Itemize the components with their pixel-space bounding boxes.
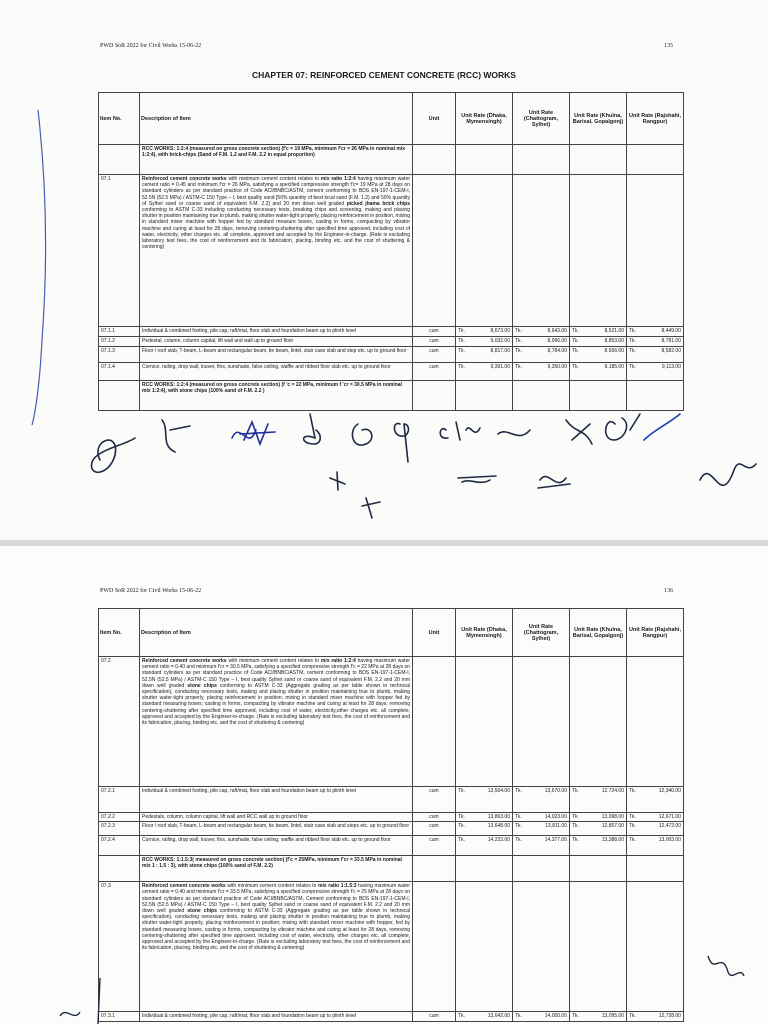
col-rate-khulna: Unit Rate (Khulna, Barisal, Gopalgonj) — [570, 609, 627, 657]
table-row — [99, 347, 684, 363]
rate-cell: 9,350.00 — [547, 364, 567, 370]
currency-label: Tk. — [515, 364, 522, 370]
currency-label: Tk. — [515, 328, 522, 334]
section-heading-row — [99, 856, 684, 882]
col-description: Description of Item — [140, 93, 413, 145]
currency-label: Tk. — [572, 788, 579, 794]
rate-cell: 8,996.00 — [547, 338, 567, 344]
rate-cell: 13,642.00 — [487, 1013, 510, 1020]
item-number: 07.3.1 — [99, 1012, 140, 1022]
section-heading: RCC WORKS: 1:2:4 (measured on gross concrete section) (f 'c = 22 MPa, minimum f 'cr = 30.5 MPa in nominal mix 1:2:4), with stone chips (100% sand of F.M. 2.2 ) — [140, 381, 413, 411]
currency-label: Tk. — [572, 348, 579, 354]
currency-label: Tk. — [629, 788, 636, 794]
currency-label: Tk. — [629, 338, 636, 344]
rate-cell: 8,656.00 — [604, 348, 624, 354]
currency-label: Tk. — [629, 1013, 636, 1020]
rate-cell: 13,670.00 — [544, 788, 567, 794]
currency-label: Tk. — [629, 837, 636, 844]
page-136 — [0, 546, 768, 1024]
rate-cell: 13,003.00 — [658, 837, 681, 844]
currency-label: Tk. — [458, 1013, 465, 1020]
rate-cell: 8,582.00 — [661, 348, 681, 354]
item-number: 07.1.4 — [99, 363, 140, 381]
rate-cell: 13,388.00 — [601, 837, 624, 844]
rate-cell: 9,391.00 — [490, 364, 510, 370]
currency-label: Tk. — [515, 1013, 522, 1020]
rate-cell: 8,673.00 — [490, 328, 510, 334]
rate-cell: 14,000.00 — [544, 1013, 567, 1020]
margin-pen-mark — [20, 100, 50, 430]
rate-cell: 12,340.00 — [658, 788, 681, 794]
table-row — [99, 657, 684, 787]
item-number: 07.2.4 — [99, 836, 140, 856]
item-number: 07.1.3 — [99, 347, 140, 363]
currency-label: Tk. — [458, 328, 465, 334]
rate-cell: 14,377.00 — [544, 837, 567, 844]
rate-cell: 14,223.00 — [487, 837, 510, 844]
item-number: 07.1 — [99, 175, 140, 327]
currency-label: Tk. — [572, 814, 579, 820]
currency-label: Tk. — [572, 837, 579, 844]
item-description: Floor / roof slab, T-beam, L-beam and rectangular beam, tie beam, lintel, stair case slab and steps etc. up to ground floor — [140, 822, 413, 836]
rate-cell: 13,811.00 — [545, 823, 567, 830]
table-row — [99, 175, 684, 327]
unit-cell: cum — [413, 363, 456, 381]
rate-cell: 13,095.00 — [601, 1013, 624, 1020]
page-number: 136 — [664, 588, 673, 594]
item-description: Cornice, railing, drop wall, louver, fins, sunshade, false ceiling, waffle and ribbed floor slab etc. up to ground floor — [140, 836, 413, 856]
item-number: 07.2.2 — [99, 813, 140, 822]
currency-label: Tk. — [515, 338, 522, 344]
currency-label: Tk. — [629, 364, 636, 370]
rate-cell: 9,032.00 — [490, 338, 510, 344]
currency-label: Tk. — [572, 1013, 579, 1020]
margin-pen-mark — [50, 976, 110, 1024]
rate-cell: 13,648.00 — [487, 823, 510, 830]
unit-cell: cum — [413, 337, 456, 347]
currency-label: Tk. — [515, 823, 522, 830]
rate-cell: 13,504.00 — [487, 788, 510, 794]
col-item-no: Item No. — [99, 93, 140, 145]
unit-cell: cum — [413, 787, 456, 813]
item-description: Reinforced cement concrete works with minimum cement content relates to mix ratio 1:2:4 having maximum water cement ratio = 0.45 and minimum f'cr = 26 MPa, satisfying a specified compressive strength f'c= 19 MPa at 28 days on standard cylinders as per standard practice of Code ACI/BNBC/ASTM, cement conforming to BDS EN-197-1-CEM-I, 52.5N (52.5 MPa) / ASTM-C 150 Type – I, best quality sand [50% quantity of best local sand (F.M. 1.2) and 50% quantity of Sylhet sand or coarse sand of equivalent F.M. 2.2] and 20 mm down well graded picked jhama brick chips conforming to ASTM C-33 including conducting necessary tests, breaking chips and screening, making and placing shutter in position maintaining true to plumb, making shutter water-tight properly, placing reinforcement in position, mixing in standard mixer machine with hopper fed by standard measure boxes, casting in forms, compacting by vibrator machine and curing at least for 28 days, removing centering-shuttering after specified time approved, including cost of water, electricity, other charges etc. all complete, approved and accepted by the Engineer-in-charge. (Rate is excluding laboratory test fees, the cost of reinforcement and its fabrication, placing, binding etc. and the cost of shuttering & centering) — [140, 175, 413, 327]
currency-label: Tk. — [458, 837, 465, 844]
item-description: Individual & combined footing, pile cap, raft/mat, floor slab and foundation beam up to plinth level — [140, 1012, 413, 1022]
currency-label: Tk. — [458, 788, 465, 794]
rate-cell: 9,185.00 — [604, 364, 624, 370]
rate-cell: 12,857.00 — [601, 823, 624, 830]
rate-cell: 8,449.00 — [661, 328, 681, 334]
handwritten-signatures — [0, 400, 768, 540]
table-row — [99, 787, 684, 813]
rate-cell: 8,781.00 — [661, 338, 681, 344]
rate-cell: 14,023.00 — [544, 814, 567, 820]
col-item-no: Item No. — [99, 609, 140, 657]
item-number: 07.3 — [99, 882, 140, 1012]
item-number: 07.2 — [99, 657, 140, 787]
currency-label: Tk. — [515, 788, 522, 794]
currency-label: Tk. — [572, 823, 579, 830]
rate-cell: 8,817.00 — [490, 348, 510, 354]
item-description: Reinforced cement concrete works with minimum cement content relates to mix ratio 1:1.5:3 having maximum water cement ratio = 0.40 and minimum f'cr = 33.5 MPa, satisfying a specified compressive strength f'c = 25 MPa at 28 days on standard cylinders as per standard practice of Code ACI/BNBC/ASTM, Cement conforming to BDS EN-197-1-CEM-I, 52.5N (52.5 MPa) / ASTM-C 150 Type – I, best quality Sylhet sand or coarse sand of equivalent F.M. 2.2 and 20 mm down well graded stone chips conforming to ASTM C-33 (Aggregate grading as per table shown in technical specification), conducting necessary tests, making and placing shutter in position maintaining true to plumb, making shutter water-tight properly, placing reinforcement in position; mixing with standard mixer machine with hopper, fed by standard measuring boxes, casting in forms, compacting by vibrator machine and curing at least for 28 days, removing centering-shuttering after specified time approved, including cost of water, electricity, other charges etc. all complete, approved and accepted by the Engineer-in-charge. (Rate is excluding laboratory test fees, the cost of reinforcement and its fabrication, placing, binding etc. and the cost of shuttering & centering) — [140, 882, 413, 1012]
rate-cell: 13,863.00 — [487, 814, 510, 820]
rate-cell: 12,472.00 — [658, 823, 681, 830]
item-description: Reinforced cement concrete works with minimum cement content relates to mix ratio 1:2:4 having maximum water cement ratio = 0.40 and minimum f'cr = 30.5 MPa, satisfying a specified compressive strength f'c = 22 MPa at 28 days on standard cylinders as per standard practice of Code ACI/BNBC/ASTM, cement conforming to BDS EN-197-1-CEM-I, 52.5N (52.5 MPa) / ASTM-C 150 Type – I, best quality Sylhet sand or coarse sand of equivalent F.M. 2.2 and 20 mm down well graded stone chips conforming to ASTM C-33 (Aggregate grading as per table shown in technical specification), conducting necessary tests, making and placing shutter in position maintaining true to plumb, making shutter water-tight properly, placing reinforcement in position; mixing in standard mixer machine with hopper fed by standard measuring boxes; casting in forms, compacting by vibrator machine and curing at least for 28 days, removing centering-shuttering after specified time approved, including cost of water, electricity,other charges etc. all complete, approved and accepted by the Engineer-in-charge. (Rate is excluding laboratory test fees, the cost of reinforcement and its fabrication, placing, binding etc. and the cost of shuttering & centering) — [140, 657, 413, 787]
currency-label: Tk. — [629, 814, 636, 820]
section-heading-row — [99, 145, 684, 175]
col-rate-dhaka: Unit Rate (Dhaka, Mymensingh) — [456, 93, 513, 145]
currency-label: Tk. — [572, 338, 579, 344]
col-rate-rajshahi: Unit Rate (Rajshahi, Rangpur) — [627, 93, 684, 145]
item-description: Floor / roof slab, T-beam, L-beam and rectangular beam, tie beam, lintel, stair case slab and step etc. up to ground floor — [140, 347, 413, 363]
col-unit: Unit — [413, 609, 456, 657]
table-row — [99, 822, 684, 836]
section-heading: RCC WORKS: 1:1.5:3( measured on gross concrete section) (f'c = 25MPa, minimum f'cr = 33.5 MPa in nominal mix 1 : 1.5 : 3), with stone chips (100% sand of F.M. 2.2) — [140, 856, 413, 882]
item-number: 07.2.3 — [99, 822, 140, 836]
table-row — [99, 337, 684, 347]
item-description: Pedestal, column, column capital, lift wall and wall up to ground floor — [140, 337, 413, 347]
rate-cell: 8,853.00 — [604, 338, 624, 344]
currency-label: Tk. — [629, 823, 636, 830]
page-number: 135 — [664, 43, 673, 49]
currency-label: Tk. — [458, 338, 465, 344]
page-header: PWD SoR 2022 for Civil Works 15-06-22 — [100, 43, 202, 49]
table-header-row — [99, 93, 684, 145]
currency-label: Tk. — [458, 348, 465, 354]
table-row — [99, 363, 684, 381]
rate-cell: 8,521.00 — [604, 328, 624, 334]
item-number: 07.1.1 — [99, 327, 140, 337]
currency-label: Tk. — [515, 837, 522, 844]
rate-cell: 12,728.00 — [658, 1013, 681, 1020]
unit-cell: cum — [413, 836, 456, 856]
unit-cell: cum — [413, 347, 456, 363]
table-row — [99, 813, 684, 822]
col-rate-rajshahi: Unit Rate (Rajshahi, Rangpur) — [627, 609, 684, 657]
currency-label: Tk. — [572, 364, 579, 370]
currency-label: Tk. — [458, 823, 465, 830]
section-heading: RCC WORKS: 1:2:4 (measured on gross concrete section) (f'c = 19 MPa, minimum f'cr = 26 MPa in nominal mix 1:2:4), with brick-chips (Sand of F.M. 1.2 and F.M. 2.2 in equal proportion) — [140, 145, 413, 175]
unit-cell: cum — [413, 822, 456, 836]
table-row — [99, 836, 684, 856]
rate-table-page-135 — [98, 92, 684, 411]
currency-label: Tk. — [572, 328, 579, 334]
item-description: Cornice, railing, drop wall, louver, fins, sunshade, false ceiling, waffle and ribbed floor slab etc. up to ground floor — [140, 363, 413, 381]
table-row — [99, 327, 684, 337]
item-description: Individual & combined footing, pile cap, raft/mat, floor slab and foundation beam up to plinth level — [140, 327, 413, 337]
col-rate-khulna: Unit Rate (Khulna, Barisal, Gopalgonj) — [570, 93, 627, 145]
margin-pen-mark — [700, 946, 750, 986]
rate-table-page-136 — [98, 608, 684, 1022]
currency-label: Tk. — [458, 814, 465, 820]
unit-cell: cum — [413, 1012, 456, 1022]
col-rate-chattogram: Unit Rate (Chattogram, Sylhet) — [513, 93, 570, 145]
page-header: PWD SoR 2022 for Civil Works 15-06-22 — [100, 588, 202, 594]
item-description: Individual & combined footing, pile cap, raft/mat, floor slab and foundation beam up to plinth level — [140, 787, 413, 813]
col-unit: Unit — [413, 93, 456, 145]
col-rate-chattogram: Unit Rate (Chattogram, Sylhet) — [513, 609, 570, 657]
rate-cell: 8,643.00 — [547, 328, 567, 334]
currency-label: Tk. — [458, 364, 465, 370]
currency-label: Tk. — [629, 348, 636, 354]
unit-cell: cum — [413, 327, 456, 337]
rate-cell: 9,113.00 — [661, 364, 681, 370]
rate-cell: 12,671.00 — [658, 814, 681, 820]
chapter-title: CHAPTER 07: REINFORCED CEMENT CONCRETE (RCC) WORKS — [252, 70, 516, 80]
unit-cell: cum — [413, 813, 456, 822]
rate-cell: 8,784.00 — [547, 348, 567, 354]
rate-cell: 12,724.00 — [601, 788, 624, 794]
currency-label: Tk. — [515, 814, 522, 820]
col-description: Description of Item — [140, 609, 413, 657]
item-number: 07.1.2 — [99, 337, 140, 347]
item-number: 07.2.1 — [99, 787, 140, 813]
table-row — [99, 882, 684, 1012]
rate-cell: 13,098.00 — [601, 814, 624, 820]
currency-label: Tk. — [515, 348, 522, 354]
col-rate-dhaka: Unit Rate (Dhaka, Mymensingh) — [456, 609, 513, 657]
currency-label: Tk. — [629, 328, 636, 334]
table-header-row — [99, 609, 684, 657]
table-row — [99, 1012, 684, 1022]
item-description: Pedestals, column, column capital, lift wall and RCC wall up to ground floor — [140, 813, 413, 822]
